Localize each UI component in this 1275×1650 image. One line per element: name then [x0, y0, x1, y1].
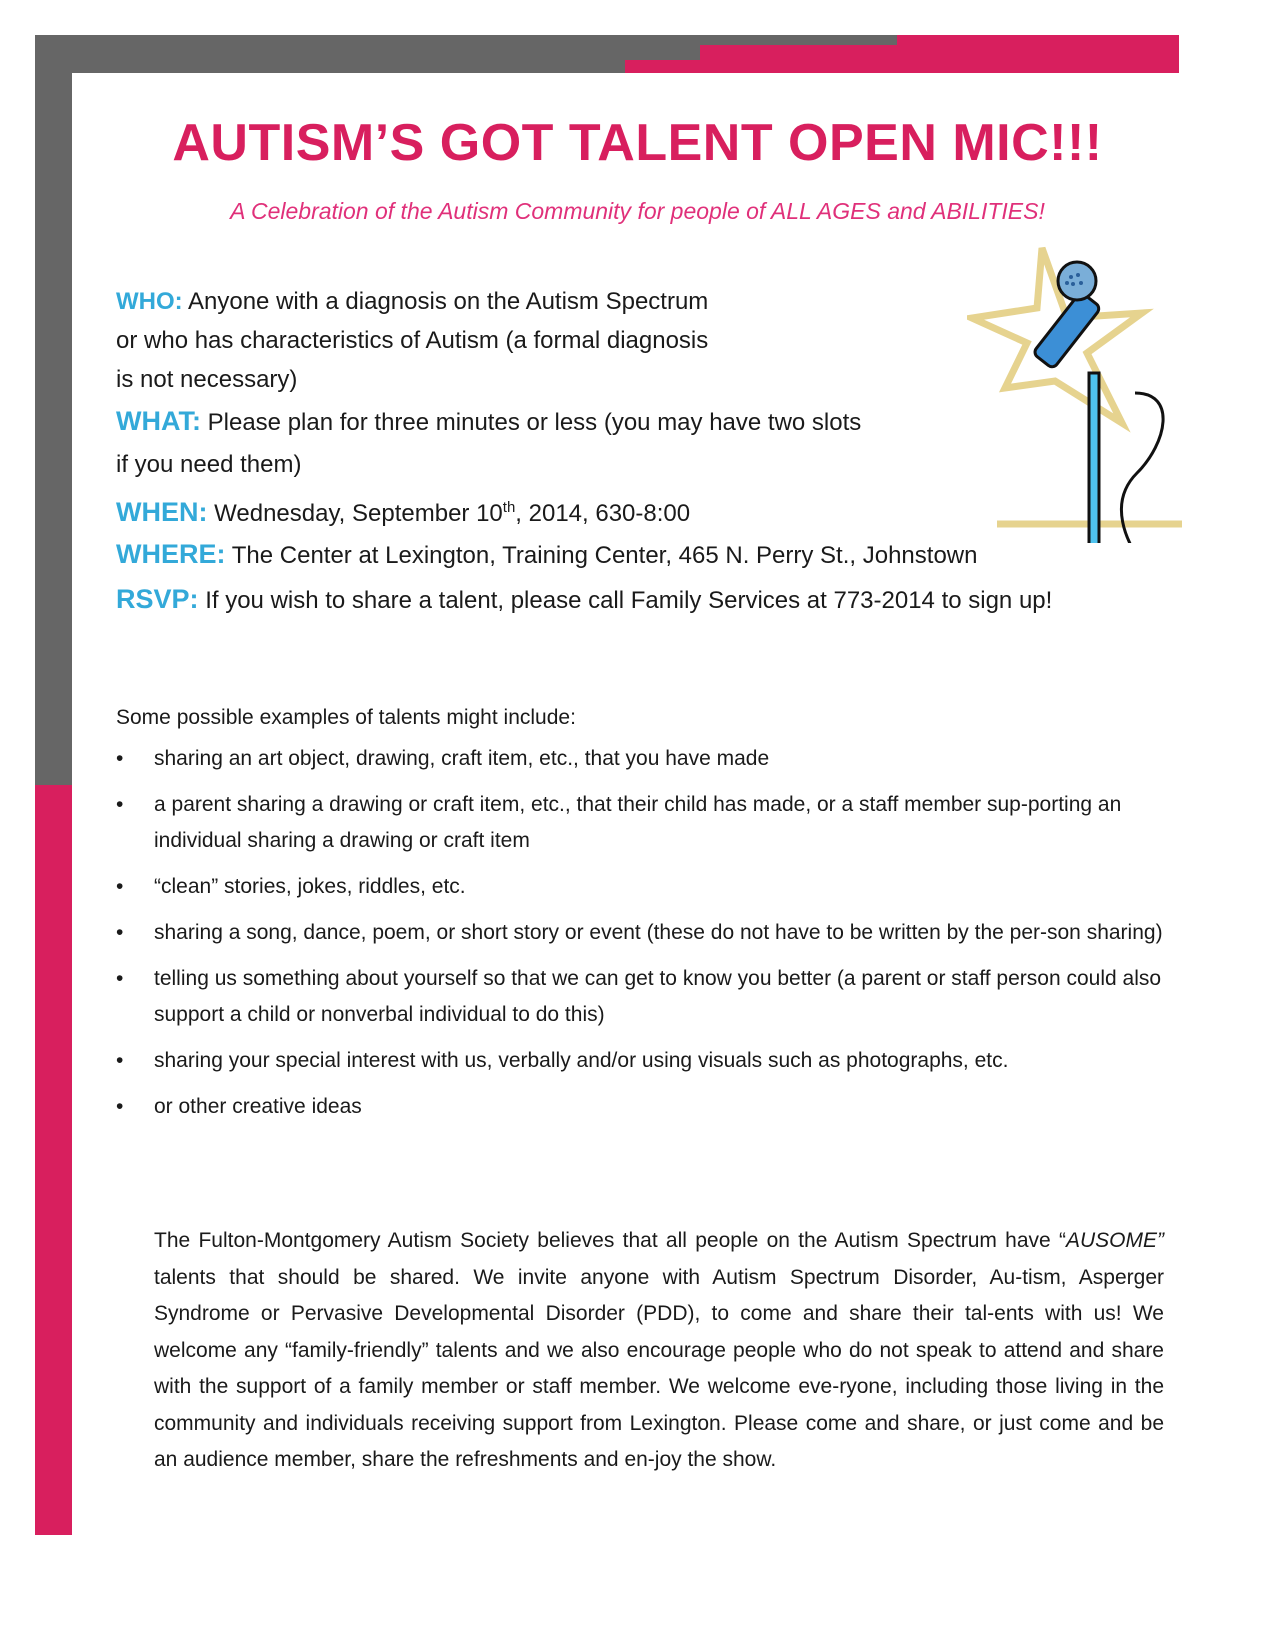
- bullet-icon: •: [116, 1049, 124, 1072]
- example-text: telling us something about yourself so that we can get to know you better (a parent or staff person could also support a child or nonverbal individual to do this): [154, 967, 1162, 1026]
- closing-emphasis: AUSOME”: [1065, 1229, 1164, 1252]
- list-item: [116, 1089, 1166, 1125]
- who-text-line2: or who has characteristics of Autism (a formal diagnosis: [116, 327, 709, 354]
- frame-pink-top: [897, 35, 1179, 73]
- closing-text-part1: The Fulton-Montgomery Autism Society believes that all people on the Autism Spectrum have “: [154, 1229, 1066, 1252]
- what-text-line2: if you need them): [116, 451, 302, 478]
- who-label: WHO:: [116, 288, 183, 315]
- list-item: [116, 787, 1166, 859]
- what-line1: [116, 400, 861, 444]
- closing-text-part2: talents that should be shared. We invite anyone with Autism Spectrum Disorder, Au-tism, Asperger Syndrome or Pervasive Developmental Disorder (PDD), to come and share their tal-ents with us! We welcome any “family-friendly” talents and we also encourage people who do not speak to attend and share with the support of a family member or staff member. We welcome eve-ryone, including those living in the community and individuals receiving support from Lexington. Please come and share, or just come and be an audience member, share the refreshments and en-joy the show.: [154, 1265, 1164, 1471]
- who-text-line3: is not necessary): [116, 366, 298, 393]
- when-text: Wednesday, September 10: [207, 500, 503, 527]
- when-label: WHEN:: [116, 497, 208, 527]
- who-line1: [116, 280, 708, 323]
- flyer-subtitle: A Celebration of the Autism Community for people of ALL AGES and ABILITIES!: [230, 198, 1045, 224]
- examples-list: [116, 741, 1166, 1135]
- bullet-icon: •: [116, 793, 124, 816]
- example-text: sharing an art object, drawing, craft item, etc., that you have made: [154, 747, 770, 770]
- when-superscript: th: [502, 499, 516, 516]
- where-text: The Center at Lexington, Training Center, 465 N. Perry St., Johnstown: [225, 542, 978, 569]
- bullet-icon: •: [116, 747, 124, 770]
- rsvp-text: If you wish to share a talent, please call Family Services at 773-2014 to sign up!: [198, 587, 1053, 614]
- flyer-sheet: [72, 73, 1203, 1579]
- who-text-line1: Anyone with a diagnosis on the Autism Spectrum: [182, 288, 709, 315]
- list-item: [116, 1043, 1166, 1079]
- where-label: WHERE:: [116, 539, 226, 569]
- examples-intro: Some possible examples of talents might include:: [116, 706, 576, 729]
- example-text: sharing a song, dance, poem, or short story or event (these do not have to be written by the per-son sharing): [154, 921, 1163, 944]
- what-label: WHAT:: [116, 406, 201, 436]
- bullet-icon: •: [116, 875, 124, 898]
- when-line: [116, 486, 690, 535]
- list-item: [116, 741, 1166, 777]
- example-text: or other creative ideas: [154, 1095, 362, 1118]
- list-item: [116, 915, 1166, 951]
- bullet-icon: •: [116, 1095, 124, 1118]
- when-text-after: , 2014, 630-8:00: [515, 500, 691, 527]
- rsvp-line: [116, 578, 1052, 622]
- closing-paragraph: [154, 1223, 1164, 1479]
- list-item: [116, 961, 1166, 1033]
- bullet-icon: •: [116, 967, 124, 990]
- frame-pink-top-step: [700, 45, 897, 73]
- list-item: [116, 869, 1166, 905]
- example-text: sharing your special interest with us, verbally and/or using visuals such as photographs, etc.: [154, 1049, 1009, 1072]
- frame-pink-left: [35, 785, 72, 1535]
- flyer-title: AUTISM’S GOT TALENT OPEN MIC!!!: [172, 114, 1103, 172]
- example-text: “clean” stories, jokes, riddles, etc.: [154, 875, 466, 898]
- bullet-icon: •: [116, 921, 124, 944]
- rsvp-label: RSVP:: [116, 584, 199, 614]
- example-text: a parent sharing a drawing or craft item, etc., that their child has made, or a staff member sup-porting an individual sharing a drawing or craft item: [154, 793, 1122, 852]
- frame-pink-top-step2: [625, 60, 700, 73]
- what-text-line1: Please plan for three minutes or less (you may have two slots: [200, 409, 862, 436]
- microphone-star-icon: [967, 243, 1187, 543]
- where-line: [116, 533, 977, 577]
